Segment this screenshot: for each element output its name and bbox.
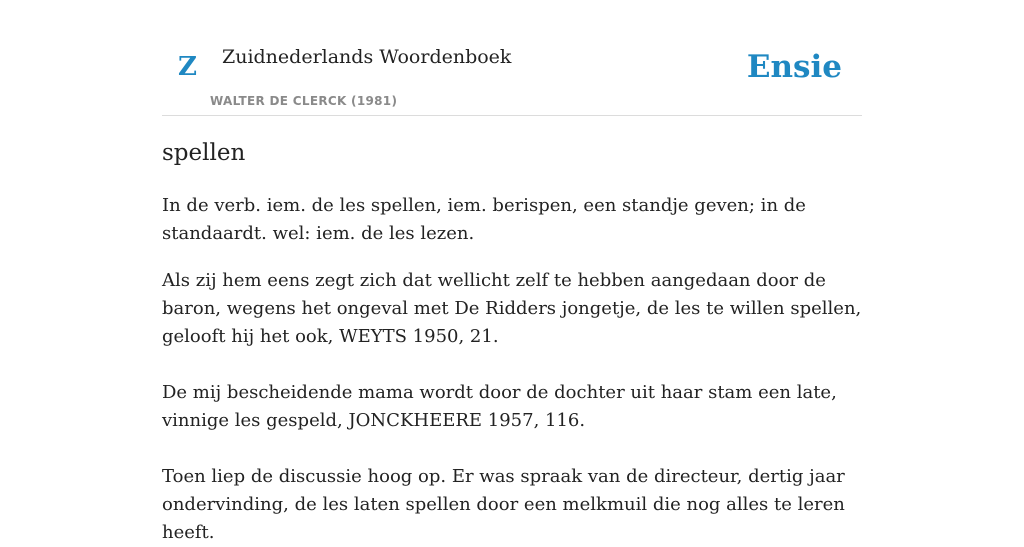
example-quote: Toen liep de discussie hoog op. Er was spraak van de directeur, dertig jaar ondervinding, de les laten spellen door een melkmuil die nog alles te leren heeft. (162, 466, 845, 543)
entry-headword: spellen (162, 140, 246, 166)
dictionary-logo[interactable]: Z (178, 52, 197, 82)
dictionary-author: WALTER DE CLERCK (1981) (210, 94, 398, 108)
dictionary-header (162, 0, 862, 116)
example-quote: Als zij hem eens zegt zich dat wellicht zelf te hebben aangedaan door de baron, wegens het ongeval met De Ridders jongetje, de les te willen spellen, gelooft hij het ook, WEYTS 1950, 21. (162, 270, 862, 347)
dictionary-title[interactable]: Zuidnederlands Woordenboek (222, 46, 512, 68)
dictionary-page (162, 0, 862, 543)
example-quote: De mij bescheidende mama wordt door de dochter uit haar stam een late, vinnige les gespeld, JONCKHEERE 1957, 116. (162, 382, 837, 431)
entry-definition: In de verb. iem. de les spellen, iem. berispen, een standje geven; in de standaardt. wel: iem. de les lezen. (162, 195, 806, 244)
ensie-logo[interactable]: Ensie (746, 49, 842, 85)
